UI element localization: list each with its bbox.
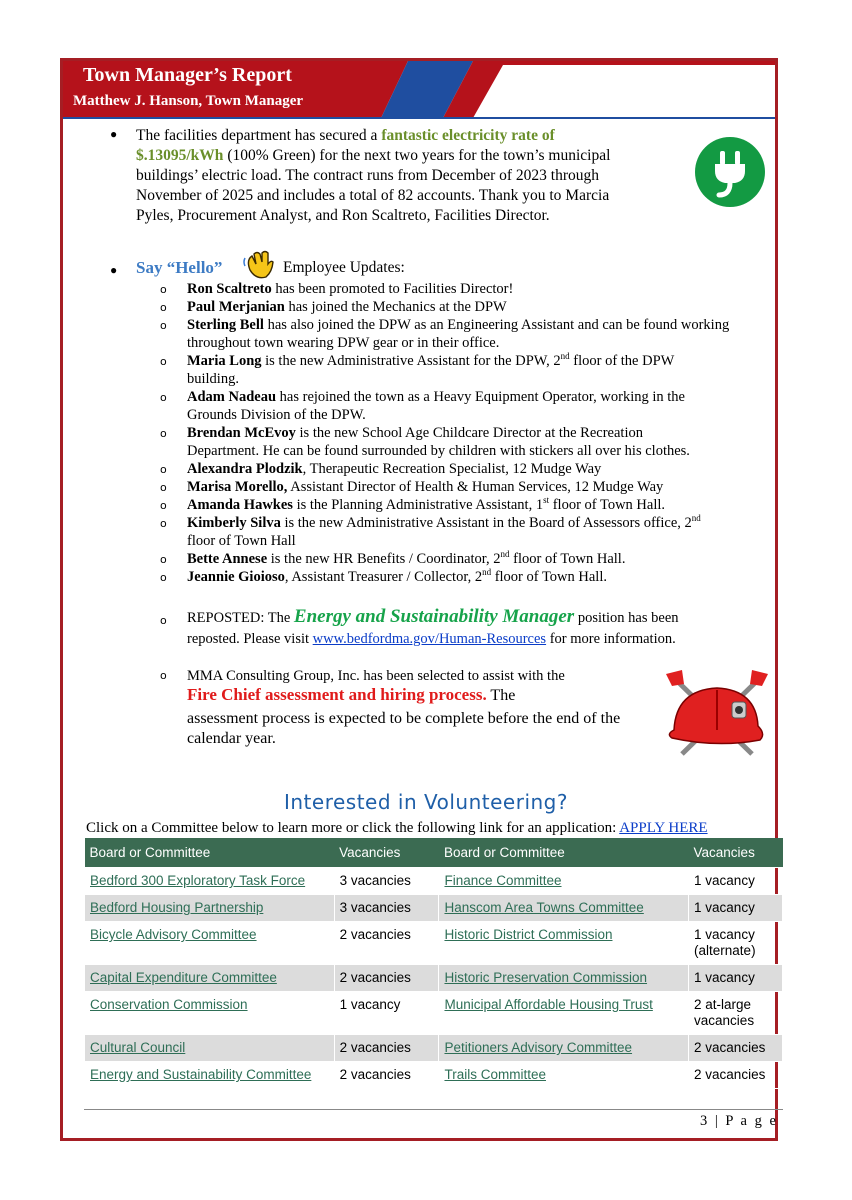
apply-here-link[interactable]: APPLY HERE [619,820,708,836]
electricity-rate: $.13095/kWh [136,147,224,164]
employee-name: Bette Annese [187,551,268,567]
circle-bullet: o [160,391,167,404]
circle-bullet: o [160,614,167,627]
employee-update-text: Assistant Director of Health & Human Services, 12 Mudge Way [287,479,664,495]
committee-link[interactable]: Finance Committee [439,868,689,895]
ordinal-suffix: nd [500,549,510,560]
employee-update-text: is the new Administrative Assistant in the Board of Assessors office, 2 [280,515,692,531]
circle-bullet: o [160,319,167,332]
employee-updates-heading: Employee Updates: [283,259,405,276]
circle-bullet: o [160,571,167,584]
table-row [85,922,783,965]
vacancy-count: 1 vacancy [689,895,783,922]
circle-bullet: o [160,517,167,530]
committee-link[interactable]: Trails Committee [439,1062,689,1089]
fire-text: MMA Consulting Group, Inc. has been selected to assist with the [187,668,565,684]
electricity-text: buildings’ electric load. The contract runs from December of 2023 through [136,167,599,184]
fire-text: assessment process is expected to be complete before the end of the [187,710,621,727]
circle-bullet: o [160,553,167,566]
employee-name: Brendan McEvoy [187,425,296,441]
employee-update-text: has been promoted to Facilities Director! [271,281,514,297]
employee-update-item [187,496,777,514]
employee-update-item [187,460,777,478]
circle-bullet: o [160,301,167,314]
employee-update-item [187,514,777,550]
circle-bullet: o [160,481,167,494]
employee-update-text: has also joined the DPW as an Engineering Assistant and can be found working [263,317,730,333]
bullet-dot: ● [110,127,118,141]
vacancy-count: 2 vacancies [334,965,439,992]
hr-link[interactable]: www.bedfordma.gov/Human-Resources [312,631,547,647]
employee-update-text: floor of Town Hall. [491,569,607,585]
footer-divider [84,1109,783,1110]
employee-name: Kimberly Silva [187,515,281,531]
electricity-text: Pyles, Procurement Analyst, and Ron Scaltreto, Facilities Director. [136,207,550,224]
employee-update-item [187,280,777,298]
employee-name: Marisa Morello, [187,479,288,495]
column-header: Board or Committee [439,838,689,868]
committee-link[interactable]: Bedford 300 Exploratory Task Force [85,868,335,895]
column-header: Board or Committee [85,838,335,868]
employee-update-item [187,550,777,568]
employee-update-text: is the new Administrative Assistant for the DPW, 2 [261,353,561,369]
electricity-paragraph [136,126,676,226]
circle-bullet: o [160,283,167,296]
employee-update-text: throughout town wearing DPW gear or in their office. [187,335,500,351]
say-hello-heading: Say “Hello” [136,258,223,277]
employee-update-item [187,316,777,352]
committee-link[interactable]: Energy and Sustainability Committee [85,1062,335,1089]
employee-update-item [187,388,777,424]
employee-name: Adam Nadeau [187,389,277,405]
volunteer-title: Interested in Volunteering? [283,790,568,814]
vacancy-count: 1 vacancy (alternate) [689,922,783,965]
vacancy-count: 1 vacancy [689,868,783,895]
circle-bullet: o [160,355,167,368]
reposted-text: reposted. Please visit [187,631,313,647]
employee-update-text: has rejoined the town as a Heavy Equipment Operator, working in the [276,389,685,405]
employee-update-text: is the new School Age Childcare Director at the Recreation [295,425,643,441]
employee-update-text: Department. He can be found surrounded by children with stickers all over his clothes. [187,443,690,459]
committee-link[interactable]: Cultural Council [85,1035,335,1062]
employee-name: Alexandra Plodzik [187,461,303,477]
fire-highlight: Fire Chief assessment and hiring process. [187,685,487,704]
employee-update-text: is the Planning Administrative Assistant, 1 [292,497,544,513]
circle-bullet: o [160,669,167,682]
electricity-text: The facilities department has secured a [136,127,382,144]
electricity-text: (100% Green) for the next two years for the town’s municipal [223,147,611,164]
committee-link[interactable]: Hanscom Area Towns Committee [439,895,689,922]
electricity-text: November of 2025 and includes a total of 82 accounts. Thank you to Marcia [136,187,610,204]
vacancy-count: 3 vacancies [334,868,439,895]
reposted-text: for more information. [546,631,676,647]
employee-name: Maria Long [187,353,262,369]
vacancy-count: 2 vacancies [334,1035,439,1062]
employee-name: Paul Merjanian [187,299,285,315]
table-row [85,1035,783,1062]
page-number: 3 | P a g e [700,1113,778,1129]
committee-link[interactable]: Historic District Commission [439,922,689,965]
committee-link[interactable]: Bedford Housing Partnership [85,895,335,922]
employee-name: Sterling Bell [187,317,264,333]
circle-bullet: o [160,427,167,440]
employee-update-item [187,478,777,496]
report-banner [63,61,775,118]
fire-text: calendar year. [187,730,276,747]
employee-name: Amanda Hawkes [187,497,293,513]
employee-update-text: is the new HR Benefits / Coordinator, 2 [267,551,501,567]
employee-update-item [187,298,777,316]
table-row [85,1062,783,1089]
reposted-text: : The [260,610,294,626]
circle-bullet: o [160,499,167,512]
circle-bullet: o [160,463,167,476]
reposted-position: Energy and Sustainability Manager [293,606,575,627]
vacancy-count: 2 vacancies [689,1035,783,1062]
reposted-text: position has been [574,610,679,626]
vacancy-count: 2 vacancies [334,1062,439,1089]
employee-update-text: , Assistant Treasurer / Collector, 2 [284,569,483,585]
fire-chief-item [187,667,667,685]
vacancy-count: 3 vacancies [334,895,439,922]
committee-link[interactable]: Bicycle Advisory Committee [85,922,335,965]
banner-underline [63,117,775,119]
reposted-label: REPOSTED [187,610,261,626]
electricity-highlight: fantastic electricity rate of [381,127,555,144]
ordinal-suffix: st [543,495,550,506]
plug-icon [695,137,765,207]
employee-update-text: floor of Town Hall. [509,551,626,567]
committee-link[interactable]: Historic Preservation Commission [439,965,689,992]
table-header-row [85,838,783,868]
table-row [85,965,783,992]
waving-hand-icon [242,248,276,280]
bullet-dot: ● [110,263,118,277]
vacancy-count: 1 vacancy [689,965,783,992]
fire-text: The [486,687,516,704]
vacancy-count: 2 vacancies [334,922,439,965]
employee-update-text: building. [187,371,239,387]
employee-name: Ron Scaltreto [187,281,272,297]
vacancy-count: 1 vacancy [334,992,439,1035]
employee-update-item [187,424,777,460]
employee-update-text: floor of the DPW [569,353,675,369]
fire-chief-line-2 [187,686,667,705]
employee-update-text: has joined the Mechanics at the DPW [284,299,507,315]
employee-update-text: Grounds Division of the DPW. [187,407,366,423]
table-row [85,992,783,1035]
employee-update-text: floor of Town Hall. [549,497,666,513]
employee-update-item [187,568,777,586]
ordinal-suffix: nd [482,567,492,578]
vacancy-count: 2 at-large vacancies [689,992,783,1035]
report-title: Town Manager’s Report [83,64,292,86]
employee-update-item [187,352,777,388]
column-header: Vacancies [689,838,783,868]
employee-name: Jeannie Gioioso [187,569,285,585]
report-subtitle: Matthew J. Hanson, Town Manager [73,93,304,109]
volunteer-intro-text: Click on a Committee below to learn more or click the following link for an application: [86,820,620,836]
column-header: Vacancies [334,838,439,868]
table-row [85,868,783,895]
volunteer-intro [86,820,708,837]
ordinal-suffix: nd [691,513,701,524]
reposted-line-2 [187,630,777,648]
ordinal-suffix: nd [560,351,570,362]
employee-update-text: , Therapeutic Recreation Specialist, 12 Mudge Way [302,461,602,477]
employee-update-text: floor of Town Hall [187,533,296,549]
committee-link[interactable]: Conservation Commission [85,992,335,1035]
committee-link[interactable]: Capital Expenditure Committee [85,965,335,992]
vacancy-count: 2 vacancies [689,1062,783,1089]
fire-helmet-icon [662,668,772,760]
table-row [85,895,783,922]
committee-link[interactable]: Municipal Affordable Housing Trust [439,992,689,1035]
reposted-item [187,606,777,629]
vacancies-table [84,838,783,1089]
committee-link[interactable]: Petitioners Advisory Committee [439,1035,689,1062]
fire-chief-line-3 [187,709,667,749]
